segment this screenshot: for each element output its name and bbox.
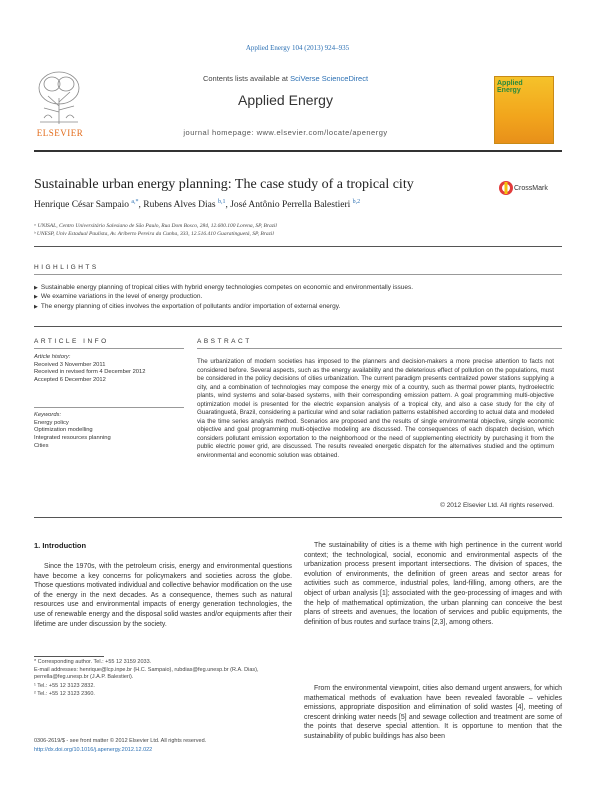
keyword: Optimization modelling [34, 427, 93, 434]
body-paragraph: Since the 1970s, with the petroleum crisis, energy and environmental questions have become a key concerns for policymakers and societies across the globe. Those questions motivated individual and collective behavior modification on the use of the energy in the next decades. As a consequence, themes such as natural resources use and environmental impacts of energy generation technologies, the use of renewable energy and the disposal solid wastes and/or equipments after their lifetime are under discussion by the society. [34, 563, 292, 628]
author-sup[interactable]: b,1 [217, 199, 226, 205]
journal-homepage[interactable]: journal homepage: www.elsevier.com/locate/apenergy [183, 128, 388, 137]
crossmark-icon [498, 180, 514, 196]
keyword: Energy policy [34, 419, 69, 426]
article-title: Sustainable urban energy planning: The case study of a tropical city [34, 177, 414, 192]
footnote-2: ² Tel.: +55 12 3123 2360. [34, 691, 95, 697]
footnote-1: ¹ Tel.: +55 12 3123 2832. [34, 683, 95, 689]
highlight-item: ▶ We examine variations in the level of energy production. [34, 293, 562, 300]
contents-prefix: Contents lists available at [202, 74, 291, 83]
revised-date: Received in revised form 4 December 2012 [34, 369, 146, 376]
highlights-heading: HIGHLIGHTS [34, 264, 99, 271]
doi-link[interactable]: http://dx.doi.org/10.1016/j.apenergy.2012.12.022 [34, 747, 153, 753]
section-heading: 1. Introduction [34, 541, 87, 550]
divider [34, 326, 562, 327]
abstract-copyright: © 2012 Elsevier Ltd. All rights reserved. [440, 502, 554, 509]
footnote-corresponding: * Corresponding author. Tel.: +55 12 3159 2033. [34, 659, 152, 665]
divider [34, 348, 184, 349]
highlight-item: ▶ Sustainable energy planning of tropical cities with hybrid energy technologies competes on economic and environmentally issues. [34, 284, 562, 291]
sciencedirect-link[interactable]: SciVerse ScienceDirect [290, 74, 369, 83]
author-name: Henrique César Sampaio [34, 200, 129, 211]
article-info-heading: ARTICLE INFO [34, 338, 109, 345]
divider [197, 348, 562, 349]
affiliation-a: ᵃ UNISAL, Centro Universitário Salesiano de São Paulo, Rua Dom Bosco, 284, 12.600.100 Lorena, SP, Brazil [34, 223, 277, 229]
abstract-text: The urbanization of modern societies has imposed to the planners and decision-makers a more precise attention to facts not considered before. Several aspects, such as the energy availability and the deleterious effect of pollution on the populations, must be considered in the policy decisions of cities urbanization. The current paradigm presents centralized power stations supplying a city, and a combination of technologies may compose the energy mix of a country, such as thermal power plants, hydroelectric plants, wind systems and solar-based systems, with their corresponding emission pattern. A goal programming multi-objective optimization model is presented for the electric expansion analysis of a tropical city, and also a case study for the city of Guaratinguetá, Brazil, considering a particular wind and solar radiation patterns established according to actual data and modeled via the time series analysis method. Scenarios are proposed and the results of single environmental objective, single economic objective and goal programming multi-objective modeling are discussed. The consequences of each dispatch decision, which considers pollutant emission exportation to the neighborhood or the need of supplementing electricity by purchasing it from the public electric power grid, are discussed. The results revealed energetic dispatch for the alternatives studied and the optimum environmental and economic solution was obtained. [197, 358, 554, 459]
keywords [34, 412, 184, 451]
footnote-rule [34, 656, 104, 657]
authors: Henrique César Sampaio $^{a,*}$, Rubens Alves Dias $^{b,1}$, José Antônio Perrella Balestieri $^{b,2}$ [34, 199, 361, 211]
cover-title-line-1: Applied [497, 80, 523, 87]
divider [34, 407, 184, 408]
divider [34, 274, 562, 275]
article-history [34, 354, 184, 385]
crossmark-label: CrossMark [514, 185, 548, 192]
abstract-heading: ABSTRACT [197, 338, 252, 345]
keyword: Cities [34, 442, 49, 449]
divider [34, 517, 562, 518]
cover-title [497, 80, 523, 94]
keyword: Integrated resources planning [34, 435, 111, 442]
elsevier-tree-logo [34, 66, 84, 136]
history-label: Article history: [34, 354, 71, 360]
received-date: Received 3 November 2011 [34, 361, 106, 368]
author-name: Rubens Alves Dias [143, 200, 216, 211]
cover-title-line-2: Energy [497, 87, 521, 94]
keywords-label: Keywords: [34, 412, 62, 418]
author-sup[interactable]: a,* [131, 199, 139, 205]
divider [34, 246, 562, 247]
journal-reference[interactable]: Applied Energy 104 (2013) 924–935 [245, 44, 350, 52]
header-rule [34, 150, 562, 152]
contents-line [88, 74, 483, 83]
highlight-item: ▶ The energy planning of cities involves the exportation of pollutants and/or importation of external energy. [34, 303, 562, 310]
front-matter-line: 0306-2619/$ - see front matter © 2012 Elsevier Ltd. All rights reserved. [34, 738, 207, 744]
affiliation-b: ᵇ UNESP, Univ Estadual Paulista, Av. Ariberto Pereira da Cunha, 333, 12.516.410 Guaratinguetá, SP, Brazil [34, 231, 274, 237]
journal-title: Applied Energy [238, 92, 333, 108]
body-paragraph: The sustainability of cities is a theme with high pertinence in the current world context; the technological, social, economic and environmental aspects of the urbanization process present important intersections. The division of spaces, the evolution of environments, the definition of green areas and sector areas for activities such as commerce, industrial poles, land-filling, among others, are the object of urban analysis [1]; associated with the geo-processing of images and with the help of mathematical optimization, the urban planning can conceive the best plans of streets and avenues, the location of services and public equipments, the definition of bus routes and surface trains [2,3], among others. [304, 542, 562, 626]
accepted-date: Accepted 6 December 2012 [34, 377, 106, 384]
author-sup[interactable]: b,2 [352, 199, 361, 205]
publisher-name: ELSEVIER [36, 128, 84, 138]
footnote-email[interactable]: E-mail addresses: henrique@lcp.inpe.br (H.C. Sampaio), rubdias@feg.unesp.br (R.A. Dias), perrella@feg.unesp.br (J.A.P. Balestieri). [34, 667, 259, 681]
body-paragraph: From the environmental viewpoint, cities also demand urgent answers, for which mathematical methods of evaluation have been revealed favorable – vehicles emissions, appropriate disposition and elimination of solid wastes [4], meeting of crescent drinking water needs [5] and sewage collection and treatment are some of the points that deserve special attention. It is opportune to mention that the sustainability of public buildings has also been [304, 685, 562, 740]
author-name: José Antônio Perrella Balestieri [230, 200, 351, 211]
